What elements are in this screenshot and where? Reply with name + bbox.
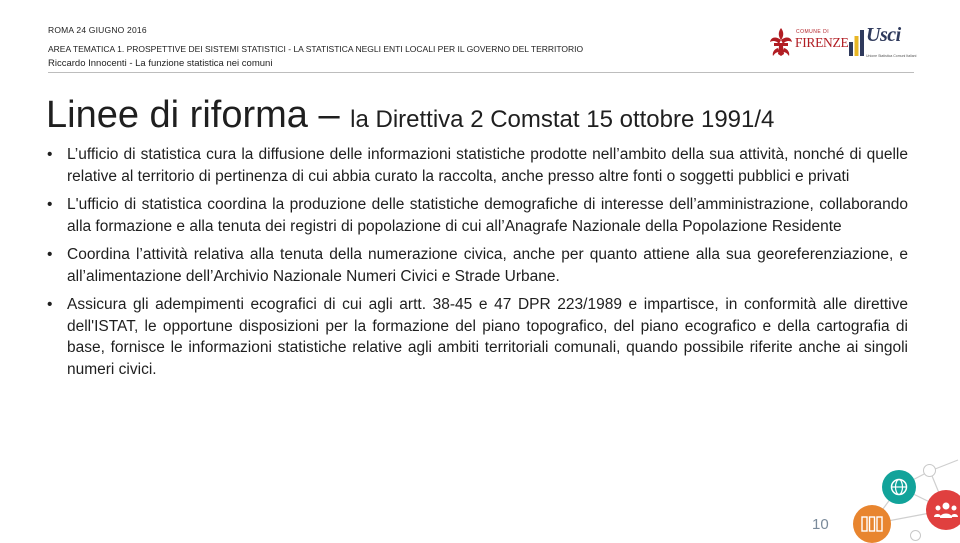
network-node bbox=[923, 464, 936, 477]
books-icon bbox=[860, 515, 884, 533]
bullet-text: L’ufficio di statistica cura la diffusione delle informazioni statistiche prodotte nell’ambito della sua attività, nonché di quelle relative al territorio di pertinenza di cui abbia curato la raccolta, anche presso altre fonti o soggetti pubblici e privati bbox=[67, 146, 908, 185]
globe-badge bbox=[882, 470, 916, 504]
bullet-dot: • bbox=[47, 146, 53, 163]
slide-title-sub: la Direttiva 2 Comstat 15 ottobre 1991/4 bbox=[350, 106, 775, 133]
bullet-text: Assicura gli adempimenti ecografici di cui agli artt. 38-45 e 47 DPR 223/1989 e impartisce, in conformità alle direttive dell'ISTAT, le opportune disposizioni per la formazione del piano topografico, del piano ecografico e della cartografia di base, fornisce le informazioni statistiche relative agli ambiti territoriali comunali, quando possibile riferite anche ai singoli numeri civici. bbox=[67, 296, 908, 378]
bullet-dot: • bbox=[47, 246, 53, 263]
slide-title-main: Linee di riforma – bbox=[46, 94, 351, 136]
header-date: ROMA 24 GIUGNO 2016 bbox=[48, 25, 147, 35]
header-area: AREA TEMATICA 1. PROSPETTIVE DEI SISTEMI STATISTICI - LA STATISTICA NEGLI ENTI LOCALI PER IL GOVERNO DEL TERRITORIO bbox=[48, 44, 584, 54]
bullet-dot: • bbox=[47, 196, 53, 213]
people-badge bbox=[926, 490, 960, 530]
books-badge bbox=[853, 505, 891, 543]
firenze-name-label: FIRENZE bbox=[795, 35, 849, 50]
usci-name-label: Usci bbox=[866, 24, 901, 46]
bullet-text: L'ufficio di statistica coordina la produzione delle statistiche demografiche di interesse dell’amministrazione, collaborando alla formazione e alla tenuta dei registri di popolazione di cui all’Anagrafe Nazionale della Popolazione Residente bbox=[67, 196, 908, 235]
people-icon bbox=[933, 500, 959, 520]
network-node bbox=[910, 530, 921, 541]
globe-icon bbox=[889, 477, 909, 497]
bullet-dot: • bbox=[47, 296, 53, 313]
page-number: 10 bbox=[812, 516, 829, 533]
firenze-comune-label: COMUNE DI bbox=[796, 29, 830, 35]
usci-sub-label: Unione Statistica Comuni Italiani bbox=[866, 54, 917, 58]
bullet-text: Coordina l’attività relativa alla tenuta della numerazione civica, anche per quanto attiene alla sua georeferenziazione, e all’alimentazione dell’Archivio Nazionale Numeri Civici e Strade Urbane. bbox=[67, 246, 908, 285]
header-author: Riccardo Innocenti - La funzione statistica nei comuni bbox=[48, 58, 273, 69]
